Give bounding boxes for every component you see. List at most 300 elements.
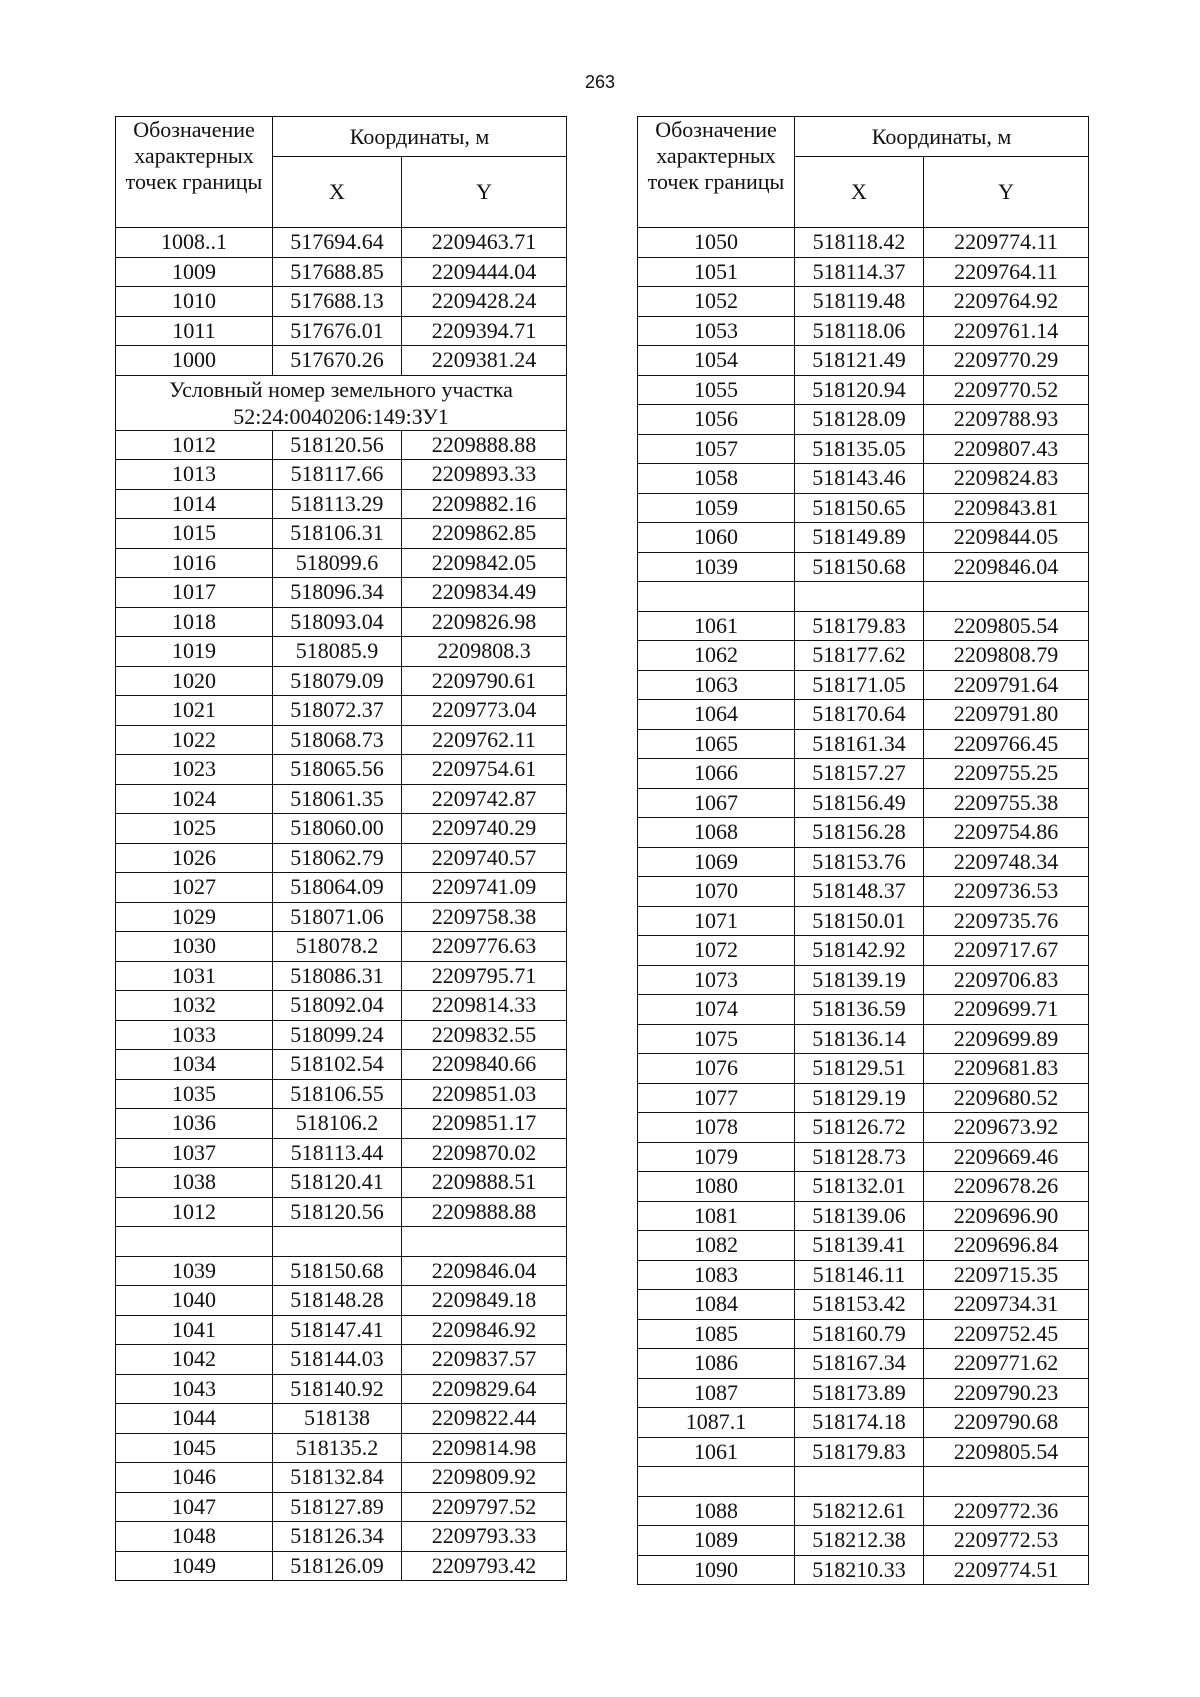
parcel-number-label: Условный номер земельного участка 52:24:0040206:149:ЗУ1 bbox=[116, 375, 567, 430]
y-coordinate-cell: 2209862.85 bbox=[402, 519, 567, 549]
point-id-cell: 1042 bbox=[116, 1345, 273, 1375]
table-row bbox=[116, 1551, 567, 1581]
point-id-cell: 1010 bbox=[116, 287, 273, 317]
table-row bbox=[116, 1463, 567, 1493]
x-coordinate-cell bbox=[795, 1467, 924, 1497]
x-coordinate-cell: 518139.06 bbox=[795, 1201, 924, 1231]
y-coordinate-cell: 2209805.54 bbox=[924, 1437, 1089, 1467]
point-id-cell: 1011 bbox=[116, 316, 273, 346]
point-id-cell: 1024 bbox=[116, 784, 273, 814]
y-header: Y bbox=[924, 157, 1089, 228]
table-row bbox=[638, 700, 1089, 730]
x-coordinate-cell: 518099.24 bbox=[273, 1020, 402, 1050]
table-row bbox=[116, 1079, 567, 1109]
point-id-cell: 1055 bbox=[638, 375, 795, 405]
y-coordinate-cell: 2209795.71 bbox=[402, 961, 567, 991]
table-row bbox=[638, 582, 1089, 612]
y-coordinate-cell: 2209834.49 bbox=[402, 578, 567, 608]
x-coordinate-cell: 518138 bbox=[273, 1404, 402, 1434]
x-coordinate-cell: 518135.2 bbox=[273, 1433, 402, 1463]
y-coordinate-cell: 2209870.02 bbox=[402, 1138, 567, 1168]
point-id-cell: 1049 bbox=[116, 1551, 273, 1581]
y-coordinate-cell bbox=[402, 1227, 567, 1257]
x-coordinate-cell: 518068.73 bbox=[273, 725, 402, 755]
y-coordinate-cell: 2209717.67 bbox=[924, 936, 1089, 966]
point-id-cell: 1057 bbox=[638, 434, 795, 464]
point-id-cell: 1067 bbox=[638, 788, 795, 818]
x-coordinate-cell: 518148.37 bbox=[795, 877, 924, 907]
table-row bbox=[116, 1256, 567, 1286]
page-number: 263 bbox=[584, 72, 616, 92]
table-row bbox=[116, 1168, 567, 1198]
x-coordinate-cell: 518118.42 bbox=[795, 228, 924, 258]
x-coordinate-cell: 518078.2 bbox=[273, 932, 402, 962]
point-id-cell: 1085 bbox=[638, 1319, 795, 1349]
x-coordinate-cell: 518157.27 bbox=[795, 759, 924, 789]
y-coordinate-cell: 2209788.93 bbox=[924, 405, 1089, 435]
y-coordinate-cell: 2209807.43 bbox=[924, 434, 1089, 464]
point-id-cell: 1056 bbox=[638, 405, 795, 435]
point-id-cell: 1012 bbox=[116, 430, 273, 460]
table-row bbox=[116, 1404, 567, 1434]
point-id-cell: 1040 bbox=[116, 1286, 273, 1316]
table-row bbox=[116, 873, 567, 903]
x-coordinate-cell: 518113.29 bbox=[273, 489, 402, 519]
y-coordinate-cell: 2209673.92 bbox=[924, 1113, 1089, 1143]
coords-header: Координаты, м bbox=[273, 117, 567, 157]
y-coordinate-cell: 2209444.04 bbox=[402, 257, 567, 287]
x-coordinate-cell: 518093.04 bbox=[273, 607, 402, 637]
table-row bbox=[116, 1050, 567, 1080]
y-coordinate-cell: 2209758.38 bbox=[402, 902, 567, 932]
table-row bbox=[638, 1437, 1089, 1467]
x-coordinate-cell: 518139.19 bbox=[795, 965, 924, 995]
table-row bbox=[638, 1467, 1089, 1497]
x-coordinate-cell: 518140.92 bbox=[273, 1374, 402, 1404]
x-coordinate-cell: 518106.2 bbox=[273, 1109, 402, 1139]
y-coordinate-cell: 2209752.45 bbox=[924, 1319, 1089, 1349]
point-id-cell: 1044 bbox=[116, 1404, 273, 1434]
y-coordinate-cell: 2209814.98 bbox=[402, 1433, 567, 1463]
y-coordinate-cell: 2209754.61 bbox=[402, 755, 567, 785]
point-id-cell: 1068 bbox=[638, 818, 795, 848]
table-row bbox=[116, 666, 567, 696]
x-coordinate-cell: 518156.28 bbox=[795, 818, 924, 848]
y-coordinate-cell: 2209766.45 bbox=[924, 729, 1089, 759]
table-row bbox=[116, 961, 567, 991]
x-coordinate-cell: 518128.09 bbox=[795, 405, 924, 435]
x-coordinate-cell: 518148.28 bbox=[273, 1286, 402, 1316]
x-coordinate-cell: 518060.00 bbox=[273, 814, 402, 844]
x-coordinate-cell: 518212.38 bbox=[795, 1526, 924, 1556]
point-id-cell: 1015 bbox=[116, 519, 273, 549]
table-row bbox=[116, 696, 567, 726]
table-row bbox=[638, 1290, 1089, 1320]
x-coordinate-cell: 518096.34 bbox=[273, 578, 402, 608]
table-row bbox=[638, 1378, 1089, 1408]
table-row bbox=[116, 489, 567, 519]
x-coordinate-cell: 518139.41 bbox=[795, 1231, 924, 1261]
table-row bbox=[638, 788, 1089, 818]
y-coordinate-cell: 2209888.88 bbox=[402, 430, 567, 460]
x-coordinate-cell: 518132.84 bbox=[273, 1463, 402, 1493]
table-row bbox=[638, 1349, 1089, 1379]
table-row bbox=[116, 607, 567, 637]
table-row bbox=[638, 1496, 1089, 1526]
point-id-cell: 1031 bbox=[116, 961, 273, 991]
point-id-cell: 1047 bbox=[116, 1492, 273, 1522]
y-coordinate-cell: 2209791.80 bbox=[924, 700, 1089, 730]
y-coordinate-cell: 2209888.51 bbox=[402, 1168, 567, 1198]
table-row bbox=[638, 1172, 1089, 1202]
table-row bbox=[116, 316, 567, 346]
table-row bbox=[116, 346, 567, 376]
y-coordinate-cell: 2209463.71 bbox=[402, 228, 567, 258]
y-coordinate-cell: 2209791.64 bbox=[924, 670, 1089, 700]
y-coordinate-cell: 2209770.29 bbox=[924, 346, 1089, 376]
x-coordinate-cell: 518106.31 bbox=[273, 519, 402, 549]
y-coordinate-cell: 2209851.17 bbox=[402, 1109, 567, 1139]
point-id-cell: 1089 bbox=[638, 1526, 795, 1556]
table-row bbox=[116, 1197, 567, 1227]
y-coordinate-cell: 2209842.05 bbox=[402, 548, 567, 578]
y-coordinate-cell: 2209699.71 bbox=[924, 995, 1089, 1025]
y-coordinate-cell: 2209394.71 bbox=[402, 316, 567, 346]
point-id-cell: 1034 bbox=[116, 1050, 273, 1080]
x-coordinate-cell: 518064.09 bbox=[273, 873, 402, 903]
table-row bbox=[638, 965, 1089, 995]
table-row bbox=[116, 519, 567, 549]
x-coordinate-cell: 518092.04 bbox=[273, 991, 402, 1021]
point-id-cell: 1076 bbox=[638, 1054, 795, 1084]
table-row bbox=[638, 464, 1089, 494]
point-id-cell: 1090 bbox=[638, 1555, 795, 1585]
x-coordinate-cell bbox=[795, 582, 924, 612]
x-coordinate-cell: 518144.03 bbox=[273, 1345, 402, 1375]
y-coordinate-cell: 2209740.57 bbox=[402, 843, 567, 873]
y-coordinate-cell: 2209381.24 bbox=[402, 346, 567, 376]
point-id-cell: 1072 bbox=[638, 936, 795, 966]
x-coordinate-cell: 518129.19 bbox=[795, 1083, 924, 1113]
x-coordinate-cell: 518085.9 bbox=[273, 637, 402, 667]
point-id-cell: 1061 bbox=[638, 1437, 795, 1467]
point-id-cell: 1045 bbox=[116, 1433, 273, 1463]
point-id-cell: 1077 bbox=[638, 1083, 795, 1113]
y-coordinate-cell: 2209699.89 bbox=[924, 1024, 1089, 1054]
y-coordinate-cell: 2209840.66 bbox=[402, 1050, 567, 1080]
table-row bbox=[638, 1260, 1089, 1290]
x-coordinate-cell: 518117.66 bbox=[273, 460, 402, 490]
point-id-cell: 1087.1 bbox=[638, 1408, 795, 1438]
x-coordinate-cell: 518120.56 bbox=[273, 1197, 402, 1227]
table-row bbox=[116, 228, 567, 258]
x-coordinate-cell: 518210.33 bbox=[795, 1555, 924, 1585]
y-coordinate-cell: 2209715.35 bbox=[924, 1260, 1089, 1290]
point-id-cell: 1078 bbox=[638, 1113, 795, 1143]
table-row bbox=[638, 1083, 1089, 1113]
table-body-right bbox=[638, 228, 1089, 1585]
table-row bbox=[116, 755, 567, 785]
y-coordinate-cell: 2209742.87 bbox=[402, 784, 567, 814]
y-coordinate-cell: 2209696.84 bbox=[924, 1231, 1089, 1261]
point-id-cell: 1052 bbox=[638, 287, 795, 317]
point-id-cell: 1053 bbox=[638, 316, 795, 346]
point-id-cell: 1014 bbox=[116, 489, 273, 519]
y-coordinate-cell: 2209808.3 bbox=[402, 637, 567, 667]
point-id-cell: 1025 bbox=[116, 814, 273, 844]
point-id-cell: 1017 bbox=[116, 578, 273, 608]
coordinates-table-right bbox=[637, 116, 1089, 1585]
y-coordinate-cell: 2209846.04 bbox=[402, 1256, 567, 1286]
x-coordinate-cell: 518146.11 bbox=[795, 1260, 924, 1290]
point-id-cell: 1060 bbox=[638, 523, 795, 553]
x-coordinate-cell: 518170.64 bbox=[795, 700, 924, 730]
point-id-cell: 1016 bbox=[116, 548, 273, 578]
point-id-cell: 1033 bbox=[116, 1020, 273, 1050]
x-coordinate-cell: 518127.89 bbox=[273, 1492, 402, 1522]
x-coordinate-cell: 518062.79 bbox=[273, 843, 402, 873]
y-coordinate-cell: 2209734.31 bbox=[924, 1290, 1089, 1320]
point-id-cell: 1041 bbox=[116, 1315, 273, 1345]
table-row bbox=[638, 1319, 1089, 1349]
point-id-cell: 1083 bbox=[638, 1260, 795, 1290]
table-row bbox=[638, 287, 1089, 317]
point-id-cell bbox=[638, 1467, 795, 1497]
y-coordinate-cell: 2209824.83 bbox=[924, 464, 1089, 494]
point-id-cell: 1066 bbox=[638, 759, 795, 789]
y-coordinate-cell: 2209888.88 bbox=[402, 1197, 567, 1227]
y-coordinate-cell: 2209754.86 bbox=[924, 818, 1089, 848]
table-row bbox=[116, 902, 567, 932]
table-row bbox=[116, 1492, 567, 1522]
coords-header: Координаты, м bbox=[795, 117, 1089, 157]
table-row bbox=[638, 523, 1089, 553]
y-coordinate-cell: 2209776.63 bbox=[402, 932, 567, 962]
x-coordinate-cell: 518150.65 bbox=[795, 493, 924, 523]
y-coordinate-cell: 2209772.36 bbox=[924, 1496, 1089, 1526]
x-coordinate-cell: 518061.35 bbox=[273, 784, 402, 814]
table-row bbox=[116, 991, 567, 1021]
x-coordinate-cell: 518173.89 bbox=[795, 1378, 924, 1408]
x-coordinate-cell: 518179.83 bbox=[795, 611, 924, 641]
point-id-cell: 1022 bbox=[116, 725, 273, 755]
table-row bbox=[638, 1142, 1089, 1172]
y-coordinate-cell bbox=[924, 582, 1089, 612]
x-coordinate-cell: 518086.31 bbox=[273, 961, 402, 991]
y-coordinate-cell: 2209762.11 bbox=[402, 725, 567, 755]
table-row bbox=[638, 1555, 1089, 1585]
y-coordinate-cell: 2209826.98 bbox=[402, 607, 567, 637]
point-id-cell: 1012 bbox=[116, 1197, 273, 1227]
table-row bbox=[638, 759, 1089, 789]
x-coordinate-cell: 518129.51 bbox=[795, 1054, 924, 1084]
y-coordinate-cell: 2209822.44 bbox=[402, 1404, 567, 1434]
x-coordinate-cell: 518150.68 bbox=[273, 1256, 402, 1286]
point-id-cell: 1019 bbox=[116, 637, 273, 667]
point-id-cell: 1073 bbox=[638, 965, 795, 995]
point-id-cell: 1038 bbox=[116, 1168, 273, 1198]
point-id-cell: 1039 bbox=[116, 1256, 273, 1286]
point-id-cell: 1069 bbox=[638, 847, 795, 877]
point-id-cell: 1000 bbox=[116, 346, 273, 376]
y-coordinate-cell: 2209773.04 bbox=[402, 696, 567, 726]
y-coordinate-cell: 2209797.52 bbox=[402, 1492, 567, 1522]
y-coordinate-cell: 2209764.11 bbox=[924, 257, 1089, 287]
point-id-cell: 1061 bbox=[638, 611, 795, 641]
table-row bbox=[116, 1286, 567, 1316]
table-row bbox=[638, 818, 1089, 848]
y-coordinate-cell: 2209790.68 bbox=[924, 1408, 1089, 1438]
point-id-cell: 1058 bbox=[638, 464, 795, 494]
table-row bbox=[638, 1526, 1089, 1556]
y-coordinate-cell: 2209843.81 bbox=[924, 493, 1089, 523]
y-coordinate-cell: 2209846.92 bbox=[402, 1315, 567, 1345]
point-id-cell: 1081 bbox=[638, 1201, 795, 1231]
table-row bbox=[638, 316, 1089, 346]
table-row bbox=[116, 287, 567, 317]
y-coordinate-cell: 2209774.51 bbox=[924, 1555, 1089, 1585]
point-id-cell: 1046 bbox=[116, 1463, 273, 1493]
x-coordinate-cell: 518142.92 bbox=[795, 936, 924, 966]
table-row bbox=[116, 460, 567, 490]
point-id-cell: 1054 bbox=[638, 346, 795, 376]
table-row bbox=[638, 670, 1089, 700]
table-row bbox=[116, 637, 567, 667]
y-coordinate-cell: 2209882.16 bbox=[402, 489, 567, 519]
x-coordinate-cell: 517688.85 bbox=[273, 257, 402, 287]
x-coordinate-cell: 518128.73 bbox=[795, 1142, 924, 1172]
y-coordinate-cell: 2209764.92 bbox=[924, 287, 1089, 317]
x-coordinate-cell: 518171.05 bbox=[795, 670, 924, 700]
point-id-cell: 1087 bbox=[638, 1378, 795, 1408]
x-coordinate-cell: 517694.64 bbox=[273, 228, 402, 258]
x-coordinate-cell: 518161.34 bbox=[795, 729, 924, 759]
y-coordinate-cell: 2209741.09 bbox=[402, 873, 567, 903]
x-coordinate-cell: 518153.76 bbox=[795, 847, 924, 877]
table-row bbox=[638, 493, 1089, 523]
y-coordinate-cell: 2209790.23 bbox=[924, 1378, 1089, 1408]
point-id-cell: 1026 bbox=[116, 843, 273, 873]
point-id-cell: 1009 bbox=[116, 257, 273, 287]
point-id-cell: 1021 bbox=[116, 696, 273, 726]
y-coordinate-cell: 2209832.55 bbox=[402, 1020, 567, 1050]
table-row bbox=[638, 1231, 1089, 1261]
y-coordinate-cell: 2209849.18 bbox=[402, 1286, 567, 1316]
table-row bbox=[116, 1227, 567, 1257]
x-coordinate-cell: 518212.61 bbox=[795, 1496, 924, 1526]
point-label-header: Обозначение характерных точек границы bbox=[116, 117, 273, 228]
table-row bbox=[638, 936, 1089, 966]
x-coordinate-cell: 518150.01 bbox=[795, 906, 924, 936]
y-coordinate-cell: 2209736.53 bbox=[924, 877, 1089, 907]
point-id-cell: 1080 bbox=[638, 1172, 795, 1202]
table-row bbox=[116, 843, 567, 873]
y-coordinate-cell: 2209772.53 bbox=[924, 1526, 1089, 1556]
y-coordinate-cell: 2209706.83 bbox=[924, 965, 1089, 995]
y-coordinate-cell: 2209761.14 bbox=[924, 316, 1089, 346]
point-id-cell: 1086 bbox=[638, 1349, 795, 1379]
point-id-cell: 1079 bbox=[638, 1142, 795, 1172]
coordinates-table-left bbox=[115, 116, 567, 1581]
table-row bbox=[638, 906, 1089, 936]
y-coordinate-cell: 2209428.24 bbox=[402, 287, 567, 317]
table-row bbox=[116, 1374, 567, 1404]
point-id-cell: 1050 bbox=[638, 228, 795, 258]
point-id-cell bbox=[116, 1227, 273, 1257]
table-row bbox=[116, 814, 567, 844]
x-header: X bbox=[795, 157, 924, 228]
y-coordinate-cell: 2209829.64 bbox=[402, 1374, 567, 1404]
x-coordinate-cell: 518150.68 bbox=[795, 552, 924, 582]
x-coordinate-cell: 518120.94 bbox=[795, 375, 924, 405]
table-row bbox=[638, 346, 1089, 376]
x-coordinate-cell: 518120.56 bbox=[273, 430, 402, 460]
y-coordinate-cell: 2209851.03 bbox=[402, 1079, 567, 1109]
y-coordinate-cell: 2209814.33 bbox=[402, 991, 567, 1021]
y-coordinate-cell: 2209770.52 bbox=[924, 375, 1089, 405]
table-row bbox=[116, 578, 567, 608]
point-id-cell: 1075 bbox=[638, 1024, 795, 1054]
y-coordinate-cell bbox=[924, 1467, 1089, 1497]
x-coordinate-cell: 518072.37 bbox=[273, 696, 402, 726]
x-coordinate-cell: 518071.06 bbox=[273, 902, 402, 932]
x-coordinate-cell: 518126.09 bbox=[273, 1551, 402, 1581]
y-coordinate-cell: 2209837.57 bbox=[402, 1345, 567, 1375]
x-coordinate-cell: 518106.55 bbox=[273, 1079, 402, 1109]
table-row bbox=[638, 1113, 1089, 1143]
x-coordinate-cell: 517670.26 bbox=[273, 346, 402, 376]
point-label-header: Обозначение характерных точек границы bbox=[638, 117, 795, 228]
x-coordinate-cell: 518147.41 bbox=[273, 1315, 402, 1345]
parcel-header-row bbox=[116, 375, 567, 430]
y-coordinate-cell: 2209805.54 bbox=[924, 611, 1089, 641]
y-coordinate-cell: 2209808.79 bbox=[924, 641, 1089, 671]
table-row bbox=[638, 228, 1089, 258]
table-row bbox=[116, 1138, 567, 1168]
table-row bbox=[638, 1024, 1089, 1054]
x-coordinate-cell: 518065.56 bbox=[273, 755, 402, 785]
y-coordinate-cell: 2209771.62 bbox=[924, 1349, 1089, 1379]
x-coordinate-cell: 518119.48 bbox=[795, 287, 924, 317]
table-row bbox=[116, 430, 567, 460]
table-row bbox=[638, 552, 1089, 582]
y-coordinate-cell: 2209774.11 bbox=[924, 228, 1089, 258]
point-id-cell: 1023 bbox=[116, 755, 273, 785]
x-coordinate-cell: 518118.06 bbox=[795, 316, 924, 346]
table-row bbox=[116, 1345, 567, 1375]
point-id-cell: 1084 bbox=[638, 1290, 795, 1320]
point-id-cell: 1065 bbox=[638, 729, 795, 759]
point-id-cell: 1062 bbox=[638, 641, 795, 671]
point-id-cell: 1043 bbox=[116, 1374, 273, 1404]
table-body-left bbox=[116, 228, 567, 1581]
point-id-cell bbox=[638, 582, 795, 612]
table-row bbox=[638, 611, 1089, 641]
table-row bbox=[638, 877, 1089, 907]
x-coordinate-cell: 518079.09 bbox=[273, 666, 402, 696]
point-id-cell: 1036 bbox=[116, 1109, 273, 1139]
point-id-cell: 1064 bbox=[638, 700, 795, 730]
table-row bbox=[638, 1054, 1089, 1084]
y-coordinate-cell: 2209669.46 bbox=[924, 1142, 1089, 1172]
point-id-cell: 1037 bbox=[116, 1138, 273, 1168]
table-row bbox=[116, 1020, 567, 1050]
point-id-cell: 1013 bbox=[116, 460, 273, 490]
table-row bbox=[116, 932, 567, 962]
point-id-cell: 1020 bbox=[116, 666, 273, 696]
x-coordinate-cell: 518160.79 bbox=[795, 1319, 924, 1349]
table-row bbox=[116, 1109, 567, 1139]
